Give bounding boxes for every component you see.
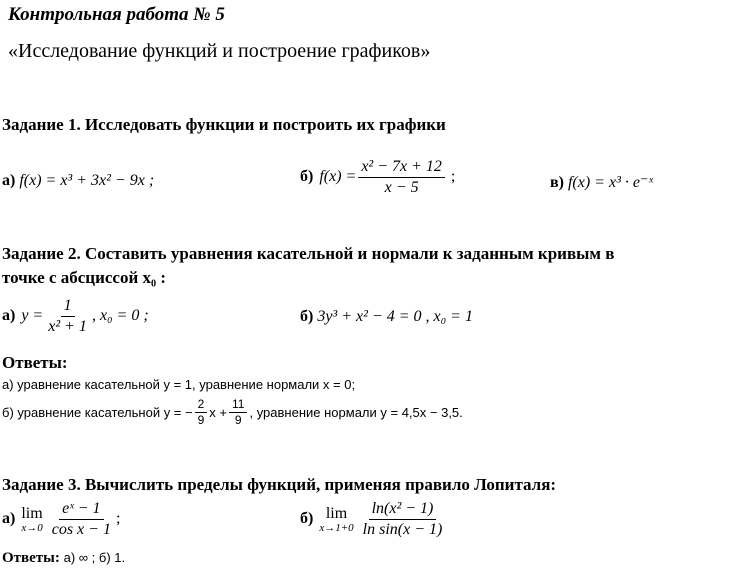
task2-heading-line2: точке с абсциссой x₀ :: [2, 268, 167, 287]
task1-a-label: а): [2, 172, 16, 189]
answers2-b-end: , уравнение нормали y = 4,5x − 3,5.: [249, 405, 463, 421]
task3-a-fraction: [49, 500, 114, 538]
task3-b-lim-sub: x→1+0: [319, 521, 354, 534]
task3-b-denominator: ln sin(x − 1): [362, 520, 443, 538]
answers2-title: Ответы:: [2, 353, 68, 372]
answers2-b-fraction2: [229, 398, 247, 427]
answers2-b-start: б) уравнение касательной y = −: [2, 405, 193, 421]
task3-b-lim-word: lim: [325, 504, 348, 522]
answers2-b-fraction2-num: 11: [229, 398, 247, 413]
answers2-b-fraction2-den: 9: [234, 413, 242, 428]
task2-heading-line1: Задание 2. Составить уравнения касательной и нормали к заданным кривым в: [2, 244, 615, 263]
answers2-line-b: [2, 398, 463, 427]
task2-a-numerator: 1: [61, 297, 75, 317]
task1-b-end: ;: [450, 168, 456, 186]
answers3-text: а) ∞ ; б) 1.: [63, 550, 126, 565]
task1-c-formula: f(x) = x³ · e⁻ˣ: [567, 174, 653, 191]
task1-item-a: [2, 172, 154, 190]
task3-a-numerator: eˣ − 1: [59, 500, 103, 520]
task2-item-a: [2, 297, 149, 335]
worksheet-title: Контрольная работа № 5: [8, 4, 225, 25]
task3-a-lim-sub: x→0: [21, 521, 43, 534]
task2-a-tail: , x₀ = 0 ;: [91, 307, 149, 325]
task3-b-numerator: ln(x² − 1): [369, 500, 437, 520]
task1-heading: Задание 1. Исследовать функции и построить их графики: [2, 115, 446, 134]
task3-item-b: [300, 500, 447, 538]
task2-a-fraction: [45, 297, 90, 335]
task3-a-lim-word: lim: [21, 504, 43, 522]
task1-b-denominator: x − 5: [384, 178, 419, 196]
task1-b-lhs: f(x) =: [319, 168, 357, 186]
task3-a-denominator: cos x − 1: [51, 520, 111, 538]
task1-c-label: в): [550, 174, 564, 191]
answers2-b-fraction1-den: 9: [197, 413, 205, 428]
task2-a-label: а): [2, 307, 16, 325]
task1-a-formula: f(x) = x³ + 3x² − 9x ;: [19, 172, 155, 189]
task2-item-b: [300, 308, 473, 326]
task1-b-numerator: x² − 7x + 12: [358, 158, 445, 178]
task2-a-denominator: x² + 1: [48, 317, 87, 335]
answers2-b-mid: x +: [209, 405, 228, 421]
answers2-b-fraction1: [195, 398, 208, 427]
task1-item-c: [550, 172, 653, 192]
task1-item-b: [300, 158, 455, 196]
answers2-b-fraction1-num: 2: [195, 398, 208, 413]
task3-b-limit: [319, 505, 353, 534]
task3-a-label: а): [2, 510, 16, 528]
task1-b-label: б): [300, 168, 314, 186]
task1-b-fraction: [358, 158, 445, 196]
task2-a-lhs: y =: [21, 307, 44, 325]
task3-b-fraction: [360, 500, 446, 538]
task3-item-a: [2, 500, 120, 538]
answers3-line: [2, 550, 125, 567]
answers2-line-a: а) уравнение касательной y = 1, уравнение нормали x = 0;: [2, 377, 356, 392]
task3-heading: Задание 3. Вычислить пределы функций, применяя правило Лопиталя:: [2, 475, 557, 494]
task3-a-limit: [21, 505, 42, 534]
task2-b-label: б): [300, 308, 314, 325]
task2-b-formula: 3y³ + x² − 4 = 0 , x₀ = 1: [317, 308, 473, 325]
task3-b-label: б): [300, 510, 314, 528]
worksheet-subtitle: «Исследование функций и построение графиков»: [8, 40, 431, 62]
answers3-title: Ответы:: [2, 550, 60, 566]
task3-a-end: ;: [115, 510, 121, 528]
